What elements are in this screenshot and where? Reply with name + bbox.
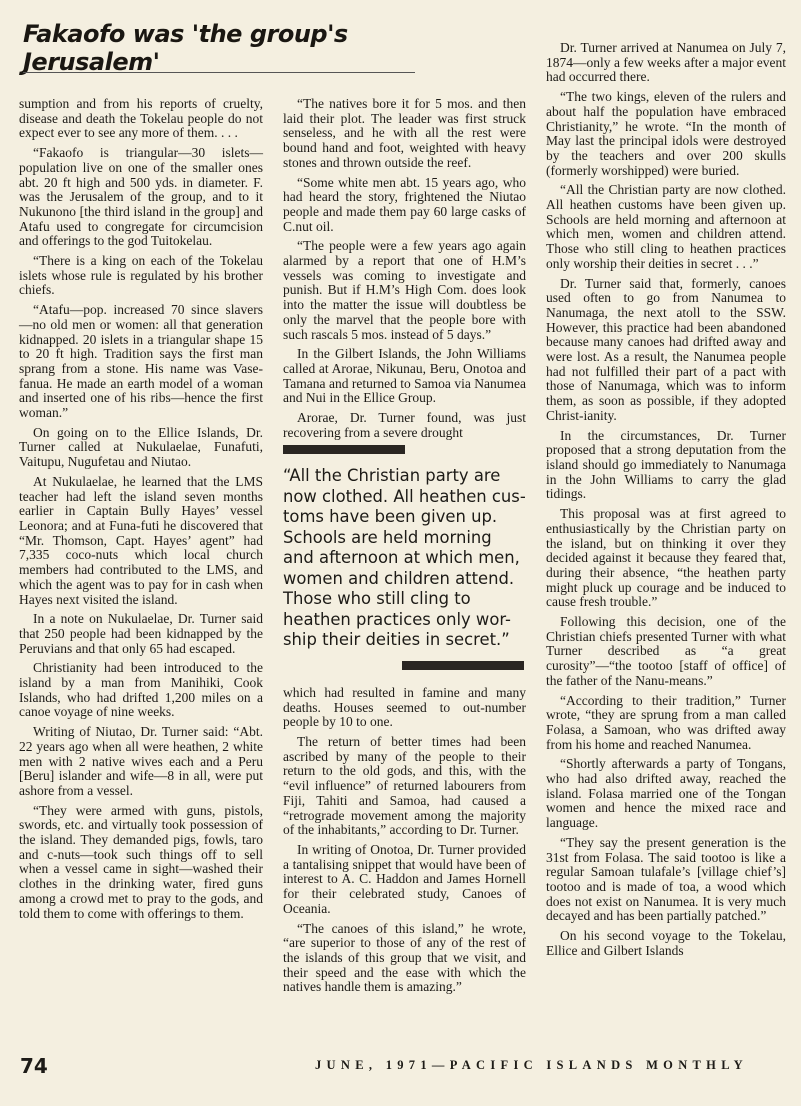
paragraph: Dr. Turner arrived at Nanumea on July 7, 1874—only a few weeks after a major event had occurred there.	[546, 40, 786, 85]
title-rule	[23, 72, 415, 73]
article-title: Fakaofo was 'the group's Jerusalem'	[23, 20, 348, 76]
paragraph: “The canoes of this island,” he wrote, “are superior to those of any of the rest of the islands of this group that we visit, and their speed and the ease with which the natives handle them is amazing.”	[283, 920, 526, 995]
paragraph: Christianity had been introduced to the island by a man from Manihiki, Cook Islands, who had drifted 1,200 miles on a canoe voyage of nine weeks.	[19, 660, 263, 720]
paragraph: sumption and from his reports of cruelty, disease and death the Tokelau people do not expect ever to see any more of them. . . .	[19, 96, 263, 141]
paragraph: The return of better times had been ascribed by many of the people to their return to the old gods, and this, with the “evil influence” of returned labourers from Fiji, Tahiti and Samoa, had caused a “retrograde movement among the majority of the inhabitants,” according to Dr. Turner.	[283, 734, 526, 838]
paragraph: At Nukulaelae, he learned that the LMS teacher had left the island seven months earlier in Captain Bully Hayes’ vessel Leonora; and at Funa-futi he discovered that “Mr. Thomson, Capt. Hayes’ agent” had 7,335 coco-nuts which local church members had contributed to the LMS, and which the agent was to pay for in cash when Hayes next visited the island.	[19, 473, 263, 607]
paragraph: “Shortly afterwards a party of Tongans, who had also drifted away, reached the island. Folasa married one of the Tongan women and hence the mixed race and language.	[546, 756, 786, 831]
column-2	[283, 97, 526, 1000]
paragraph: Arorae, Dr. Turner found, was just recovering from a severe drought	[283, 410, 526, 440]
paragraph: which had resulted in famine and many deaths. Houses seemed to out-number people by 10 to one.	[283, 684, 526, 730]
column-3	[546, 41, 786, 963]
paragraph: This proposal was at first agreed to enthusiastically by the Christian party on the island, but on thinking it over they decided against it because they feared that, during their absence, “the heathen party might pluck up courage and be induced to cause fresh trouble.”	[546, 506, 786, 610]
paragraph: “Fakaofo is triangular—30 islets—population live on one of the smaller ones abt. 20 ft high and 500 yds. in diameter. F. was the Jerusalem of the group, and to it Nukunono [the third island in the group] and Atafu used to congregate for circumcision and offerings to the god Tuitokelau.	[19, 145, 263, 249]
page-number: 74	[20, 1054, 48, 1078]
paragraph: Following this decision, one of the Christian chiefs presented Turner with what Turner described as “a great curosity”—“the tootoo [staff of office] of the father of the Nanu-means.”	[546, 614, 786, 688]
paragraph: “They were armed with guns, pistols, swords, etc. and virtually took possession of the island. They demanded pigs, fowls, taro and c-nuts—took such things off to sell when a vessel came in sight—washed their clothes in the drinking water, fired guns among a crowd met to pray to the gods, and told them to come with offerings to them.	[19, 802, 263, 921]
pullquote-top-bar	[283, 445, 405, 454]
paragraph: On going on to the Ellice Islands, Dr. Turner called at Nukulaelae, Funafuti, Vaitupu, Nugufetau and Niutao.	[19, 424, 263, 470]
paragraph: “Atafu—pop. increased 70 since slavers—no old men or women: all that generation kidnapped. 20 islets in a triangular shape 15 to 20 ft high. Tradition says the first man sprang from a stone. His name was Vase-fanua. He made an earth model of a woman and inserted one of his ribs—hence the first woman.”	[19, 302, 263, 421]
column-1	[19, 97, 263, 926]
pullquote: “All the Christian party are now clothed. All heathen cus-toms have been given up. Schools are held morning and afternoon at which men, women and children attend. Those who still cling to heathen practices only wor-ship their deities in secret.”	[283, 466, 526, 650]
paragraph: “The natives bore it for 5 mos. and then laid their plot. The leader was first struck senseless, and he with all the rest were bound hand and foot, weighted with heavy stones and thrown outside the reef.	[283, 96, 526, 170]
paragraph: “There is a king on each of the Tokelau islets whose rule is regulated by his brother chiefs.	[19, 253, 263, 298]
pullquote-bottom-bar	[402, 661, 524, 670]
paragraph: On his second voyage to the Tokelau, Ellice and Gilbert Islands	[546, 928, 786, 958]
publication-footer: JUNE, 1971—PACIFIC ISLANDS MONTHLY	[315, 1058, 749, 1072]
paragraph: In a note on Nukulaelae, Dr. Turner said that 250 people had been kidnapped by the Peruvians and that only 65 had escaped.	[19, 611, 263, 656]
paragraph: “All the Christian party are now clothed. All heathen customs have been given up. Schools are held morning and afternoon at which men, women and children attend. Those who still cling to heathen practices only worship their deities in secret . . .”	[546, 182, 786, 271]
paragraph: “Some white men abt. 15 years ago, who had heard the story, frightened the Niutao people and made them pay 60 large casks of C.nut oil.	[283, 174, 526, 234]
paragraph: In writing of Onotoa, Dr. Turner provided a tantalising snippet that would have been of interest to A. C. Haddon and James Hornell for their celebrated study, Canoes of Oceania.	[283, 842, 526, 916]
paragraph: “The people were a few years ago again alarmed by a report that one of H.M’s vessels was coming to investigate and punish. But if H.M’s High Com. does look into the matter the issue will doubtless be only the marvel that the people bore with such rascals 5 mos. instead of 5 days.”	[283, 238, 526, 342]
column-2-text-bottom	[283, 686, 526, 995]
column-2-text-top	[283, 97, 526, 440]
paragraph: “They say the present generation is the 31st from Folasa. The said tootoo is like a regular Samoan tulafale’s [village chief’s] tootoo and is made of toa, a wood which does not exist on Nanumea. It is very much decayed and has been partially patched.”	[546, 834, 786, 924]
paragraph: “The two kings, eleven of the rulers and about half the population have embraced Christianity,” he wrote. “In the month of May last the principal idols were destroyed by the teachers and over 200 skulls (formerly worshipped) were buried.	[546, 89, 786, 178]
paragraph: In the Gilbert Islands, the John Williams called at Arorae, Nikunau, Beru, Onotoa and Tamana and returned to Samoa via Nanumea and Nui in the Ellice Group.	[283, 346, 526, 406]
paragraph: In the circumstances, Dr. Turner proposed that a strong deputation from the island should go immediately to Nanumaga in the John Williams to carry the glad tidings.	[546, 427, 786, 502]
paragraph: Writing of Niutao, Dr. Turner said: “Abt. 22 years ago when all were heathen, 2 white men with 2 native wives each and a Peru [Beru] islander and wife—8 in all, were put ashore from a vessel.	[19, 724, 263, 798]
paragraph: “According to their tradition,” Turner wrote, “they are sprung from a man called Folasa, a Samoan, who was drifted away from his home and reached Nanumea.	[546, 692, 786, 752]
paragraph: Dr. Turner said that, formerly, canoes used often to go from Nanumea to Nanumaga, the next atoll to the SSW. However, this practice had been abandoned because many canoes had drifted away and were lost. As a result, the Nanumea people had not fulfilled their part of a pact with those of Nanumaga, which was to inform them, as soon as possible, if they adopted Christ-ianity.	[546, 275, 786, 423]
